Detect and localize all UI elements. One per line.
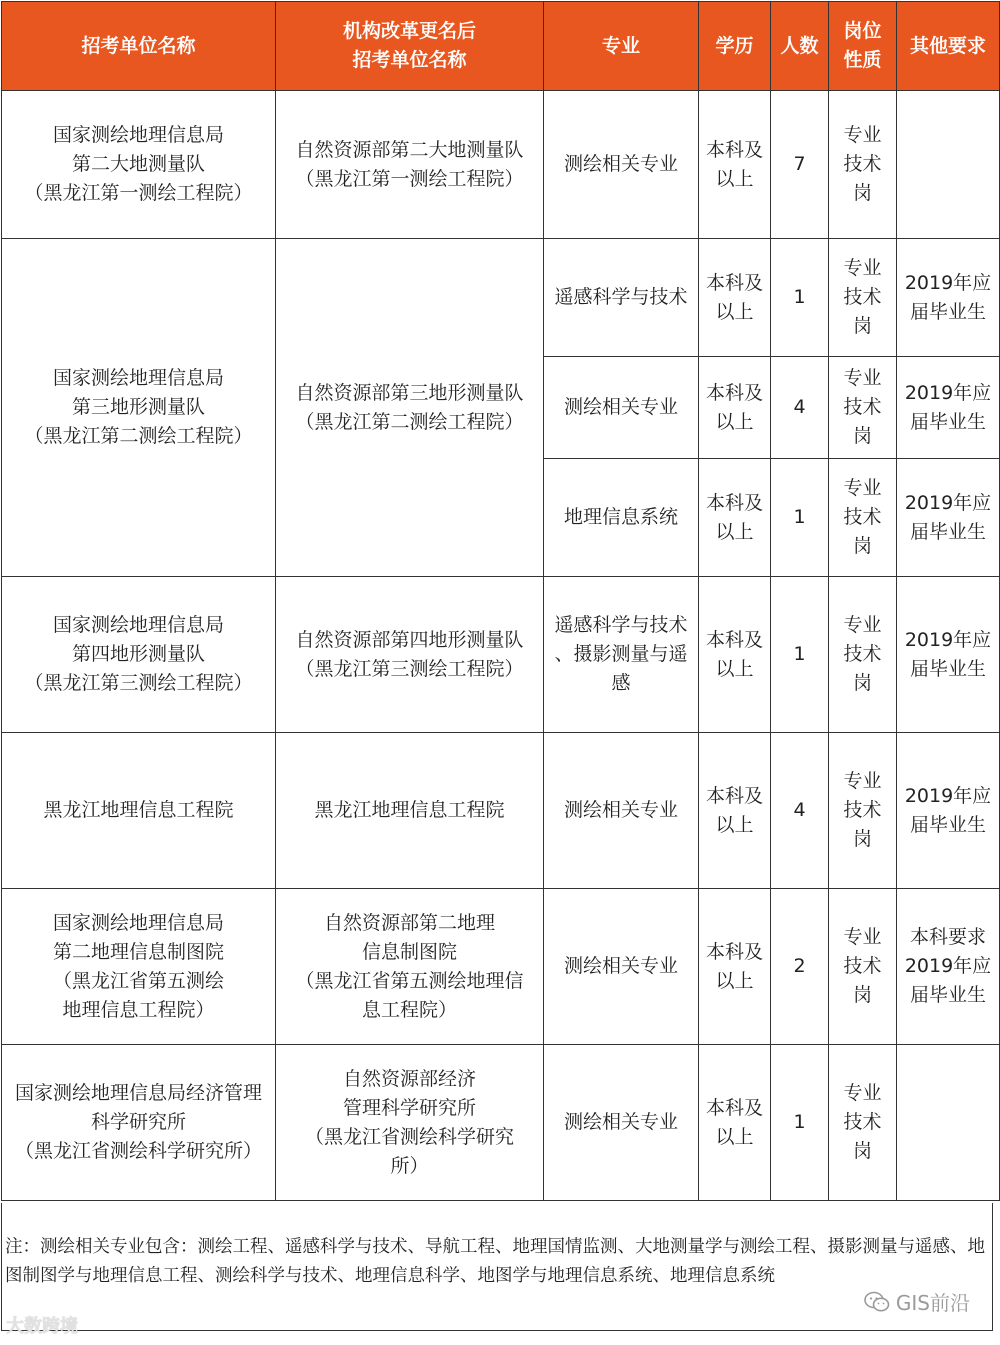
- new-unit-name-cell: 自然资源部经济 管理科学研究所 （黑龙江省测绘科学研究 所）: [276, 1045, 544, 1201]
- major-cell: 地理信息系统: [544, 459, 699, 577]
- major-cell: 测绘相关专业: [544, 91, 699, 239]
- post-type-cell: 专业 技术 岗: [829, 577, 897, 733]
- watermark-right-text: GIS前沿: [895, 1291, 970, 1315]
- count-cell: 7: [771, 91, 829, 239]
- new-unit-name-cell: 自然资源部第二大地测量队 （黑龙江第一测绘工程院）: [276, 91, 544, 239]
- major-cell: 测绘相关专业: [544, 733, 699, 889]
- header-count: 人数: [771, 2, 829, 91]
- count-cell: 4: [771, 357, 829, 459]
- other-requirements-cell: 2019年应 届毕业生: [897, 577, 1000, 733]
- header-unit-name: 招考单位名称: [2, 2, 276, 91]
- table-row: [2, 1045, 1000, 1201]
- education-cell: 本科及 以上: [699, 239, 771, 357]
- major-cell: 遥感科学与技术 、摄影测量与遥 感: [544, 577, 699, 733]
- education-cell: 本科及 以上: [699, 577, 771, 733]
- other-requirements-cell: 2019年应 届毕业生: [897, 459, 1000, 577]
- other-requirements-cell: 本科要求 2019年应 届毕业生: [897, 889, 1000, 1045]
- count-cell: 2: [771, 889, 829, 1045]
- major-cell: 测绘相关专业: [544, 889, 699, 1045]
- education-cell: 本科及 以上: [699, 91, 771, 239]
- count-cell: 1: [771, 459, 829, 577]
- new-unit-name-cell: 黑龙江地理信息工程院: [276, 733, 544, 889]
- watermark-left: 大数跨境: [6, 1316, 78, 1337]
- table-row: [2, 889, 1000, 1045]
- new-unit-name-cell: 自然资源部第四地形测量队 （黑龙江第三测绘工程院）: [276, 577, 544, 733]
- new-unit-name-cell: 自然资源部第三地形测量队 （黑龙江第二测绘工程院）: [276, 239, 544, 577]
- footnote: 注：测绘相关专业包含：测绘工程、遥感科学与技术、导航工程、地理国情监测、大地测量学与测绘工程、摄影测量与遥感、地图制图学与地理信息工程、测绘科学与技术、地理信息科学、地图学与地理信息系统、地理信息系统: [1, 1203, 993, 1331]
- header-new-unit-name: 机构改革更名后 招考单位名称: [276, 2, 544, 91]
- table-row: [2, 239, 1000, 357]
- education-cell: 本科及 以上: [699, 357, 771, 459]
- unit-name-cell: 黑龙江地理信息工程院: [2, 733, 276, 889]
- other-requirements-cell: 2019年应 届毕业生: [897, 733, 1000, 889]
- major-cell: 测绘相关专业: [544, 1045, 699, 1201]
- post-type-cell: 专业 技术 岗: [829, 889, 897, 1045]
- new-unit-name-cell: 自然资源部第二地理 信息制图院 （黑龙江省第五测绘地理信 息工程院）: [276, 889, 544, 1045]
- unit-name-cell: 国家测绘地理信息局 第三地形测量队 （黑龙江第二测绘工程院）: [2, 239, 276, 577]
- header-major: 专业: [544, 2, 699, 91]
- education-cell: 本科及 以上: [699, 1045, 771, 1201]
- post-type-cell: 专业 技术 岗: [829, 1045, 897, 1201]
- recruitment-table: [1, 1, 1000, 1201]
- other-requirements-cell: [897, 91, 1000, 239]
- unit-name-cell: 国家测绘地理信息局 第二大地测量队 （黑龙江第一测绘工程院）: [2, 91, 276, 239]
- count-cell: 1: [771, 239, 829, 357]
- table-row: [2, 733, 1000, 889]
- table-row: [2, 91, 1000, 239]
- header-other-requirements: 其他要求: [897, 2, 1000, 91]
- major-cell: 测绘相关专业: [544, 357, 699, 459]
- post-type-cell: 专业 技术 岗: [829, 357, 897, 459]
- count-cell: 1: [771, 1045, 829, 1201]
- header-education: 学历: [699, 2, 771, 91]
- post-type-cell: 专业 技术 岗: [829, 733, 897, 889]
- major-cell: 遥感科学与技术: [544, 239, 699, 357]
- table-header-row: [2, 2, 1000, 91]
- post-type-cell: 专业 技术 岗: [829, 91, 897, 239]
- unit-name-cell: 国家测绘地理信息局 第四地形测量队 （黑龙江第三测绘工程院）: [2, 577, 276, 733]
- post-type-cell: 专业 技术 岗: [829, 459, 897, 577]
- table-row: [2, 577, 1000, 733]
- post-type-cell: 专业 技术 岗: [829, 239, 897, 357]
- wechat-icon: [864, 1291, 890, 1313]
- other-requirements-cell: [897, 1045, 1000, 1201]
- education-cell: 本科及 以上: [699, 459, 771, 577]
- count-cell: 1: [771, 577, 829, 733]
- other-requirements-cell: 2019年应 届毕业生: [897, 357, 1000, 459]
- unit-name-cell: 国家测绘地理信息局经济管理 科学研究所 （黑龙江省测绘科学研究所）: [2, 1045, 276, 1201]
- unit-name-cell: 国家测绘地理信息局 第二地理信息制图院 （黑龙江省第五测绘 地理信息工程院）: [2, 889, 276, 1045]
- watermark-right: [864, 1287, 970, 1316]
- count-cell: 4: [771, 733, 829, 889]
- education-cell: 本科及 以上: [699, 733, 771, 889]
- header-post-type: 岗位 性质: [829, 2, 897, 91]
- other-requirements-cell: 2019年应 届毕业生: [897, 239, 1000, 357]
- education-cell: 本科及 以上: [699, 889, 771, 1045]
